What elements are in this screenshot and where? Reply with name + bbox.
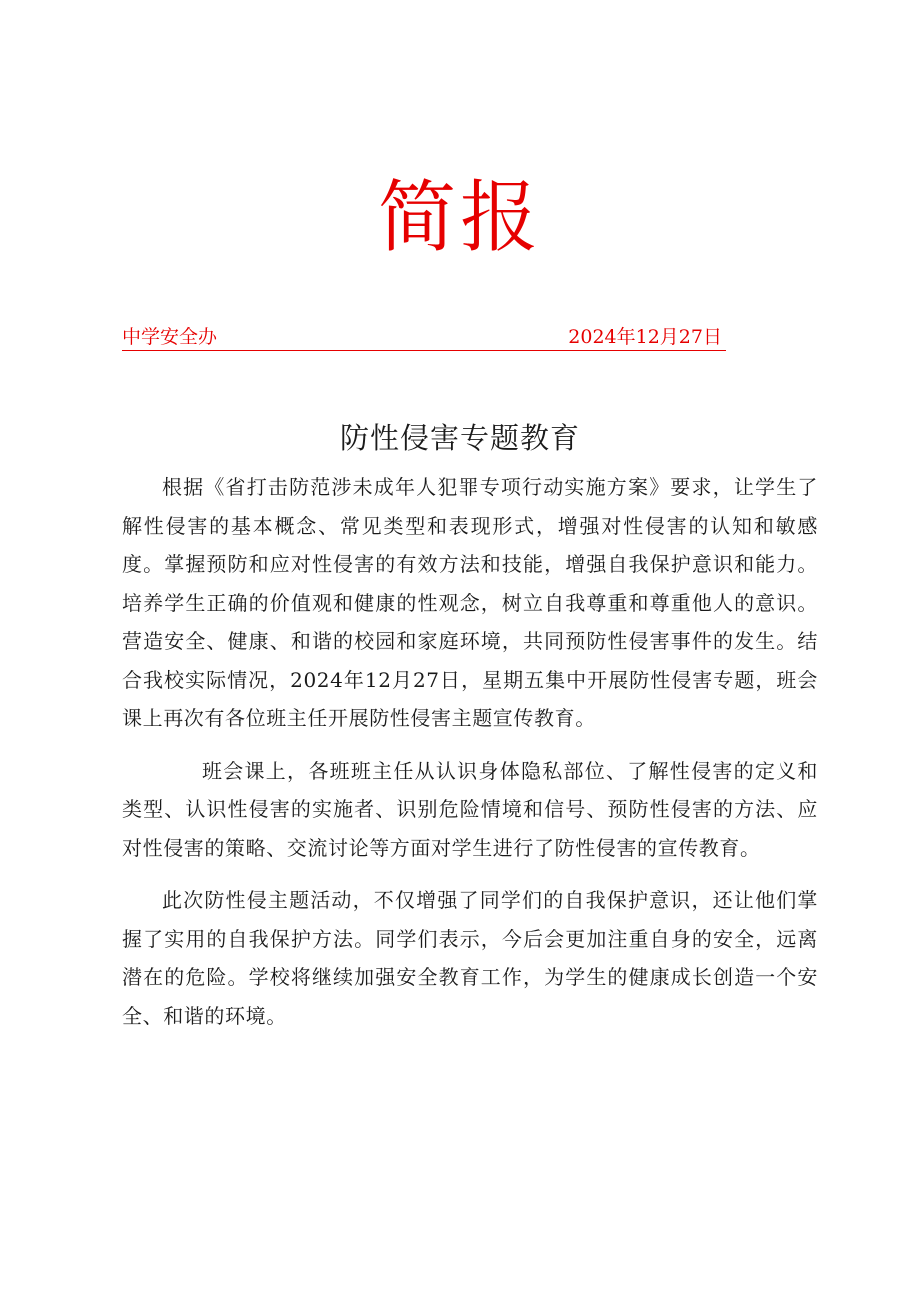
paragraph: 根据《省打击防范涉未成年人犯罪专项行动实施方案》要求，让学生了解性侵害的基本概念、常见类型和表现形式，增强对性侵害的认知和敏感度。掌握预防和应对性侵害的有效方法和技能，增强自我保护意识和能力。培养学生正确的价值观和健康的性观念，树立自我尊重和尊重他人的意识。营造安全、健康、和谐的校园和家庭环境，共同预防性侵害事件的发生。结合我校实际情况，2024年12月27日，星期五集中开展防性侵害专题，班会课上再次有各位班主任开展防性侵害主题宣传教育。 (122, 475, 818, 730)
article-title: 防性侵害专题教育 (339, 421, 580, 455)
issuer-line (122, 324, 726, 351)
paragraph: 班会课上，各班班主任从认识身体隐私部位、了解性侵害的定义和类型、认识性侵害的实施者、识别危险情境和信号、预防性侵害的方法、应对性侵害的策略、交流讨论等方面对学生进行了防性侵害的宣传教育。 (122, 758, 818, 860)
article-body (122, 468, 818, 1035)
issuer-organization: 中学安全办 (122, 326, 218, 348)
issue-date: 2024年12月27日 (568, 326, 722, 348)
paragraph: 此次防性侵主题活动，不仅增强了同学们的自我保护意识，还让他们掌握了实用的自我保护方法。同学们表示，今后会更加注重自身的安全，远离潜在的危险。学校将继续加强安全教育工作，为学生的健康成长创造一个安全、和谐的环境。 (122, 888, 818, 1028)
masthead-title: 简报 (377, 173, 542, 263)
